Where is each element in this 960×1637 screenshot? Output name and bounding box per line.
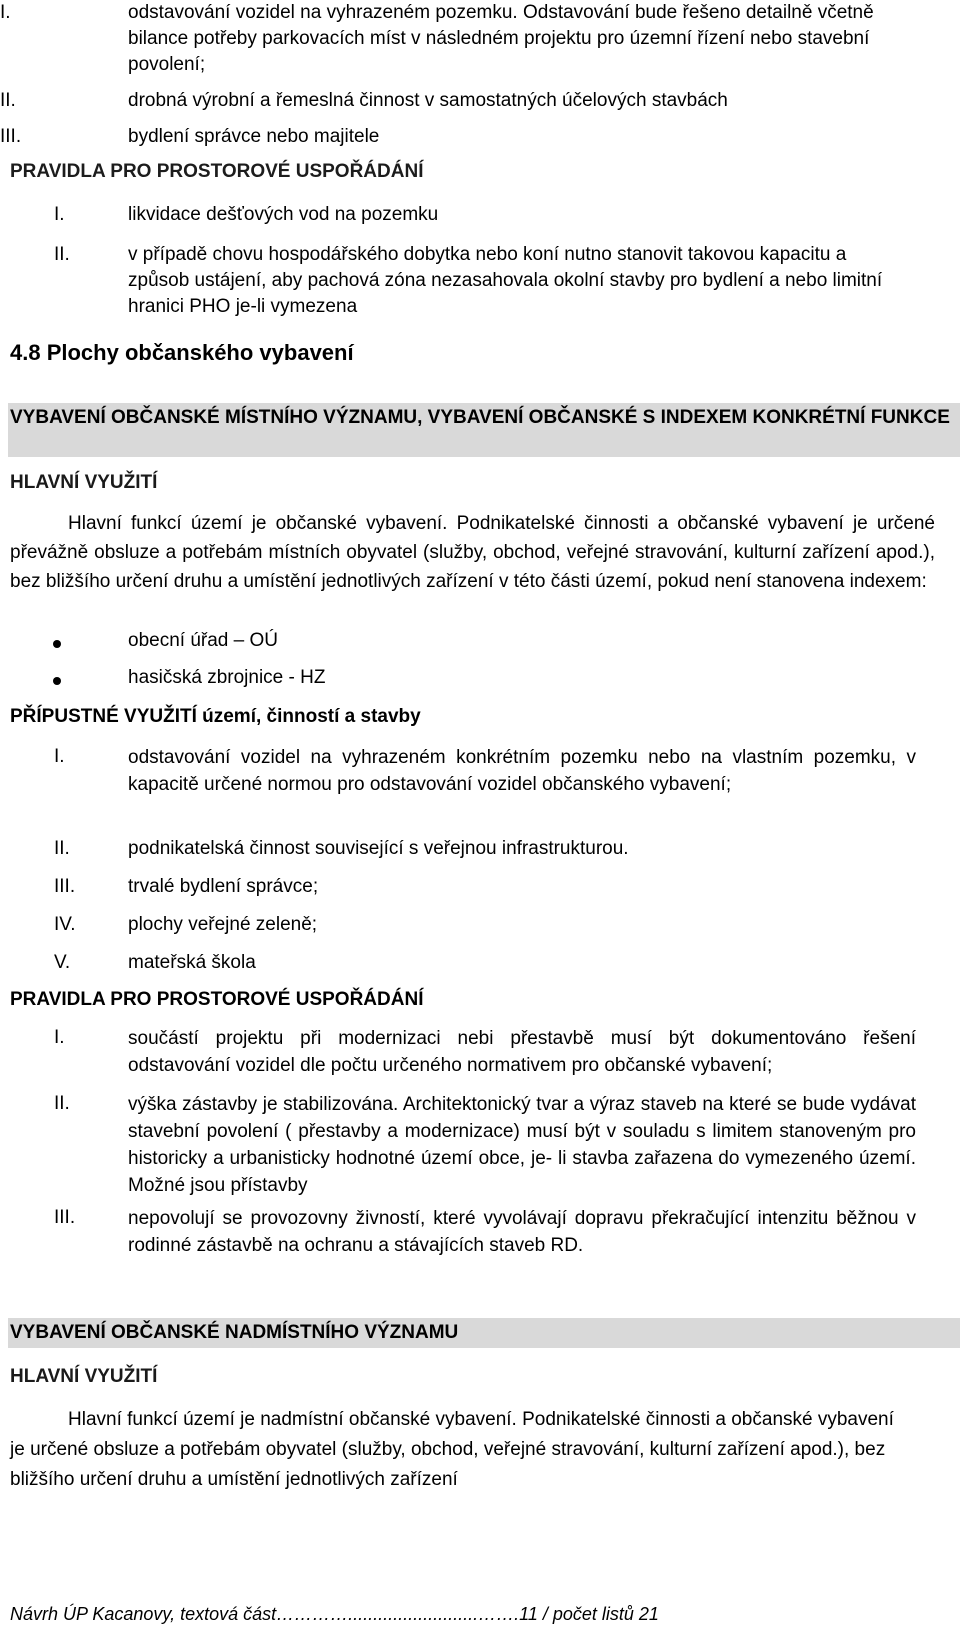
list-number: II. bbox=[54, 244, 70, 265]
list-item-text: mateřská škola bbox=[128, 952, 256, 973]
list-number: II. bbox=[0, 90, 16, 111]
list-item-text: likvidace dešťových vod na pozemku bbox=[128, 204, 439, 225]
category-bar: VYBAVENÍ OBČANSKÉ NADMÍSTNÍHO VÝZNAMU bbox=[8, 1318, 960, 1348]
list-number: I. bbox=[54, 1027, 65, 1048]
main-use-text: Hlavní funkcí území je občanské vybavení. Podnikatelské činnosti a občanské vybavení je určené převážně obsluze a potřebám místních obyvatel (služby, obchod, veřejné stravování, kulturní zařízení apod.), bez bližšího určení druhu a umístění jednotlivých zařízení v této části území, pokud není stanovena indexem: bbox=[10, 513, 935, 592]
bullet-marker bbox=[53, 640, 61, 648]
list-item-text: odstavování vozidel na vyhrazeném konkrétním pozemku nebo na vlastním pozemku, v kapacitě určené normou pro odstavování vozidel občanského vybavení; bbox=[128, 747, 916, 795]
list-number: III. bbox=[0, 126, 22, 147]
page-footer: Návrh ÚP Kacanovy, textová část…………..........................…….11 / počet listů 21 bbox=[10, 1604, 659, 1624]
main-use-text: Hlavní funkcí území je nadmístní občanské vybavení. Podnikatelské činnosti a občanské vybavení je určené obsluze a potřebám obyvatel (služby, obchod, veřejné stravování, kulturní zařízení apod.), bez bližšího určení druhu a umístění jednotlivých zařízení bbox=[10, 1409, 894, 1490]
list-number: I. bbox=[0, 2, 11, 23]
section-heading: PRAVIDLA PRO PROSTOROVÉ USPOŘÁDÁNÍ bbox=[10, 161, 424, 182]
list-number: I. bbox=[54, 204, 65, 225]
list-item-text: nepovolují se provozovny živností, které vyvolávají dopravu překračující intenzitu běžnou v rodinné zástavbě na ochranu a stávajících staveb RD. bbox=[128, 1208, 916, 1256]
list-number: III. bbox=[54, 876, 76, 897]
list-number: V. bbox=[54, 952, 71, 973]
bullet-item: obecní úřad – OÚ bbox=[128, 630, 278, 651]
list-number: I. bbox=[54, 746, 65, 767]
bullet-item: hasičská zbrojnice - HZ bbox=[128, 667, 326, 688]
list-number: II. bbox=[54, 1093, 70, 1114]
list-item-text: bydlení správce nebo majitele bbox=[128, 126, 380, 147]
main-use-heading: HLAVNÍ VYUŽITÍ bbox=[10, 1366, 158, 1387]
list-item-text: trvalé bydlení správce; bbox=[128, 876, 319, 897]
permitted-heading: PŘÍPUSTNÉ VYUŽITÍ území, činností a stavby bbox=[10, 706, 421, 727]
section-heading: PRAVIDLA PRO PROSTOROVÉ USPOŘÁDÁNÍ bbox=[10, 989, 424, 1010]
list-item-text: podnikatelská činnost související s veřejnou infrastrukturou. bbox=[128, 838, 629, 859]
list-item-text: plochy veřejné zeleně; bbox=[128, 914, 318, 935]
category-bar: VYBAVENÍ OBČANSKÉ MÍSTNÍHO VÝZNAMU, VYBAVENÍ OBČANSKÉ S INDEXEM KONKRÉTNÍ FUNKCE bbox=[8, 403, 960, 457]
list-item-text: výška zástavby je stabilizována. Architektonický tvar a výraz staveb na které se bude vydávat stavební povolení ( přestavby a modernizace) musí být v souladu s limitem stanoveným pro historicky a urbanisticky hodnotné území obce, je- li stavba zařazena do vymezeného území. Možné jsou přístavby bbox=[128, 1094, 916, 1196]
list-item-text: drobná výrobní a řemeslná činnost v samostatných účelových stavbách bbox=[128, 90, 728, 111]
list-item-text: odstavování vozidel na vyhrazeném pozemku. Odstavování bude řešeno detailně včetně bilance potřeby parkovacích míst v následném projektu pro územní řízení nebo stavební povolení; bbox=[128, 2, 874, 75]
list-item-text: součástí projektu při modernizaci nebi přestavbě musí být dokumentováno řešení odstavování vozidel dle počtu určeného normativem pro občanské vybavení; bbox=[128, 1028, 916, 1076]
page-title: 4.8 Plochy občanského vybavení bbox=[10, 340, 354, 365]
list-number: III. bbox=[54, 1207, 76, 1228]
list-number: IV. bbox=[54, 914, 76, 935]
bullet-marker bbox=[53, 677, 61, 685]
main-use-heading: HLAVNÍ VYUŽITÍ bbox=[10, 472, 158, 493]
list-number: II. bbox=[54, 838, 70, 859]
list-item-text: v případě chovu hospodářského dobytka nebo koní nutno stanovit takovou kapacitu a způsob ustájení, aby pachová zóna nezasahovala okolní stavby pro bydlení a nebo limitní hranici PHO je-li vymezena bbox=[128, 244, 883, 317]
